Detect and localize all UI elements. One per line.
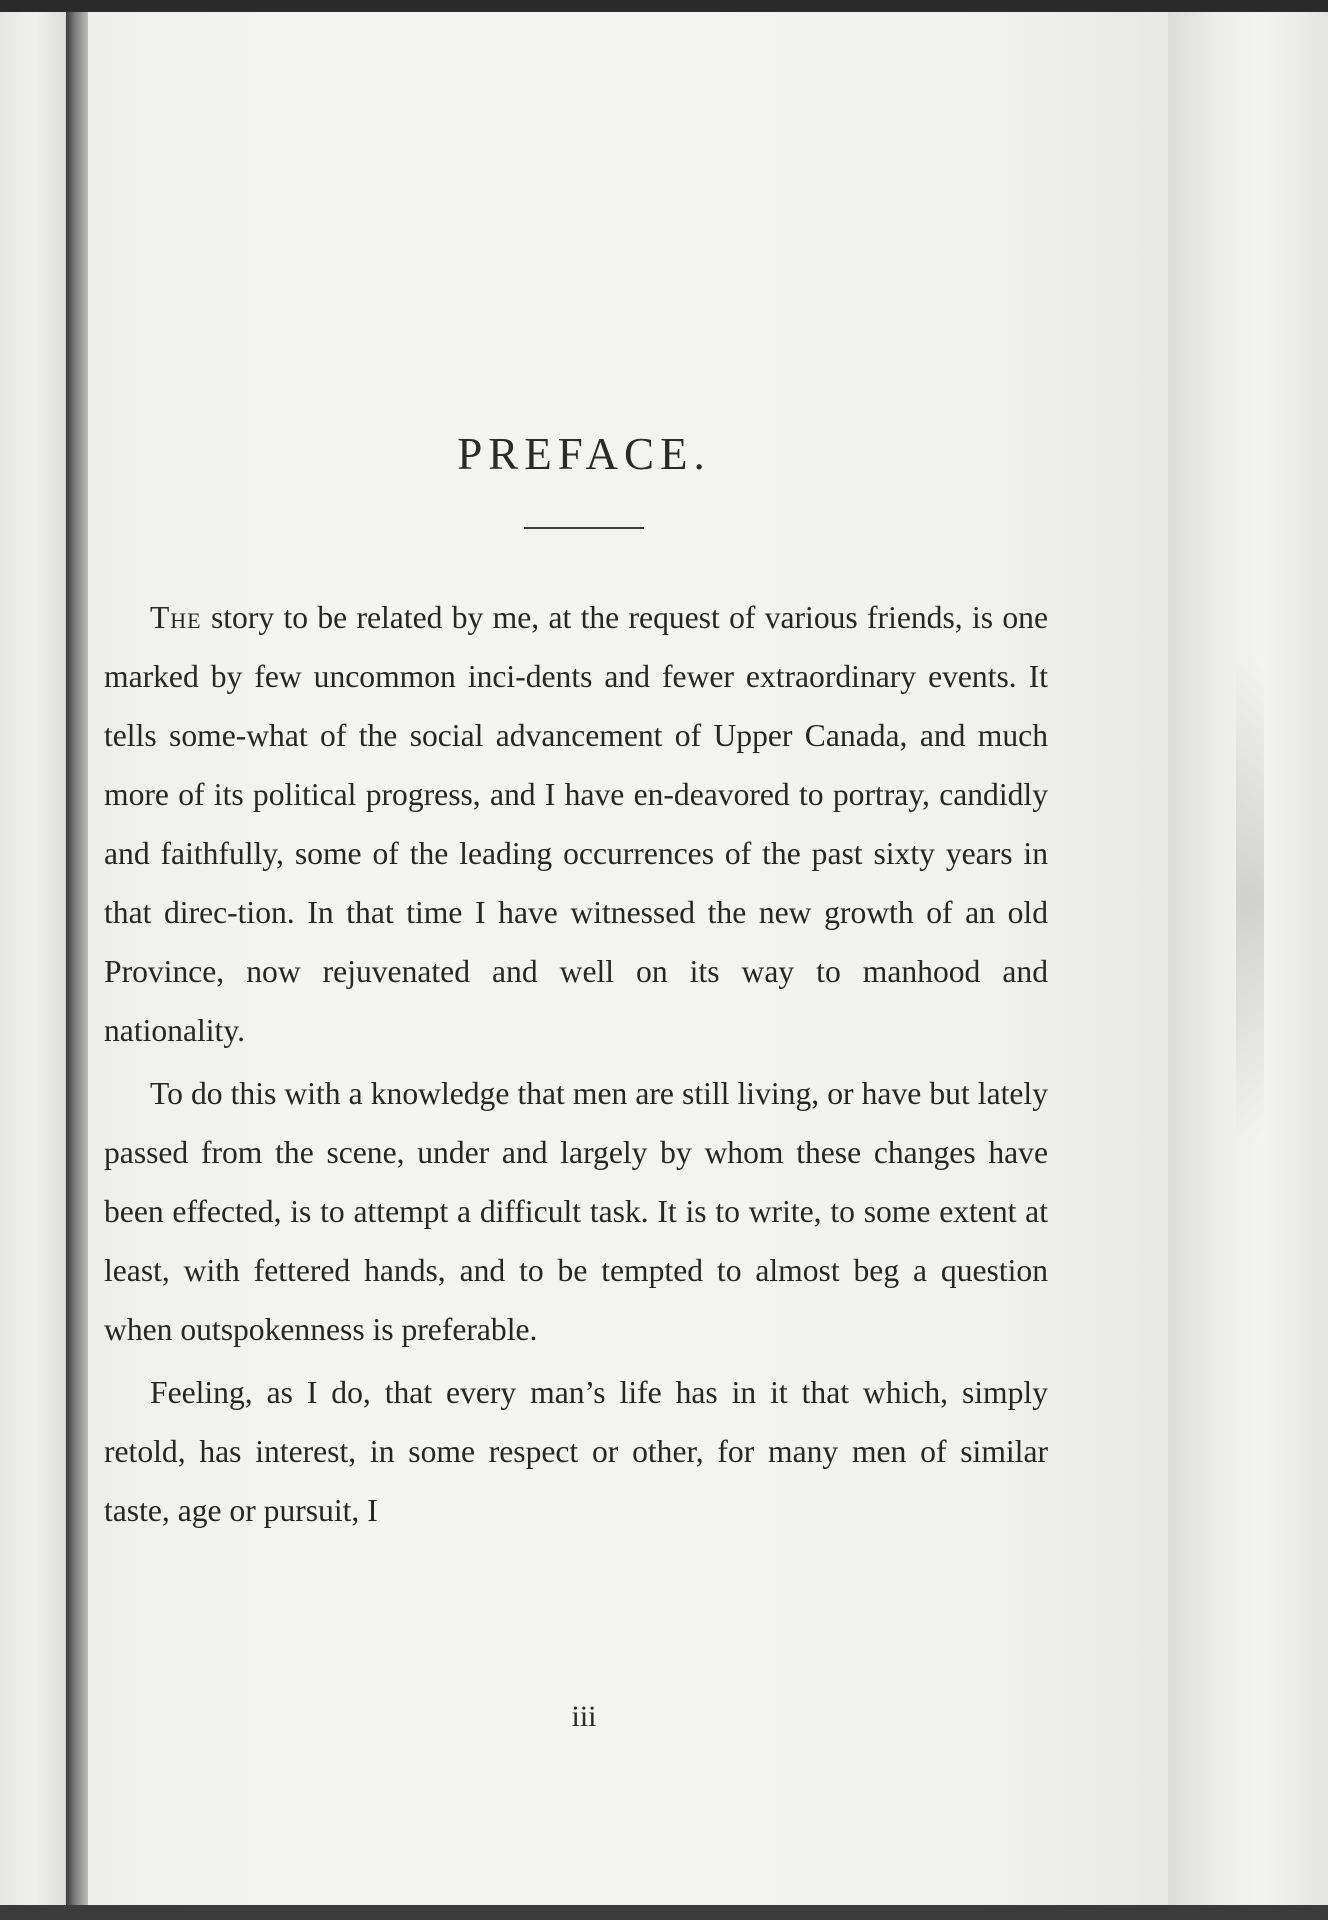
- lead-word: The: [150, 600, 202, 635]
- left-page-margin: [0, 0, 66, 1920]
- paragraph-1: [104, 588, 1048, 1060]
- paragraph-3: Feeling, as I do, that every man’s life has in it that which, simply retold, has interest, in some respect or other, for many men of similar taste, age or pursuit, I: [104, 1375, 1048, 1528]
- paragraph-2: To do this with a knowledge that men are still living, or have but lately passed from the scene, under and largely by whom these changes have been effected, is to attempt a difficult task. It is to write, to some extent at least, with fettered hands, and to be tempted to almost beg a question when outspokenness is preferable.: [104, 1076, 1048, 1347]
- page-title: PREFACE.: [457, 429, 711, 480]
- top-shadow: [0, 0, 1328, 12]
- book-gutter: [66, 0, 88, 1920]
- title-rule: [524, 527, 644, 529]
- page-number: iii: [571, 1700, 597, 1733]
- preface-body: [104, 588, 1048, 1544]
- edge-stamp-mark: [1236, 660, 1264, 1140]
- paragraph-1-text: story to be related by me, at the request of various friends, is one marked by few uncommon inci-dents and fewer extraordinary events. It tells some-what of the social advancement of Upper Canada, and much more of its political progress, and I have en-deavored to portray, candidly and faithfully, some of the leading occurrences of the past sixty years in that direc-tion. In that time I have witnessed the new growth of an old Province, now rejuvenated and well on its way to manhood and nationality.: [104, 600, 1048, 1048]
- bottom-shadow: [0, 1905, 1328, 1920]
